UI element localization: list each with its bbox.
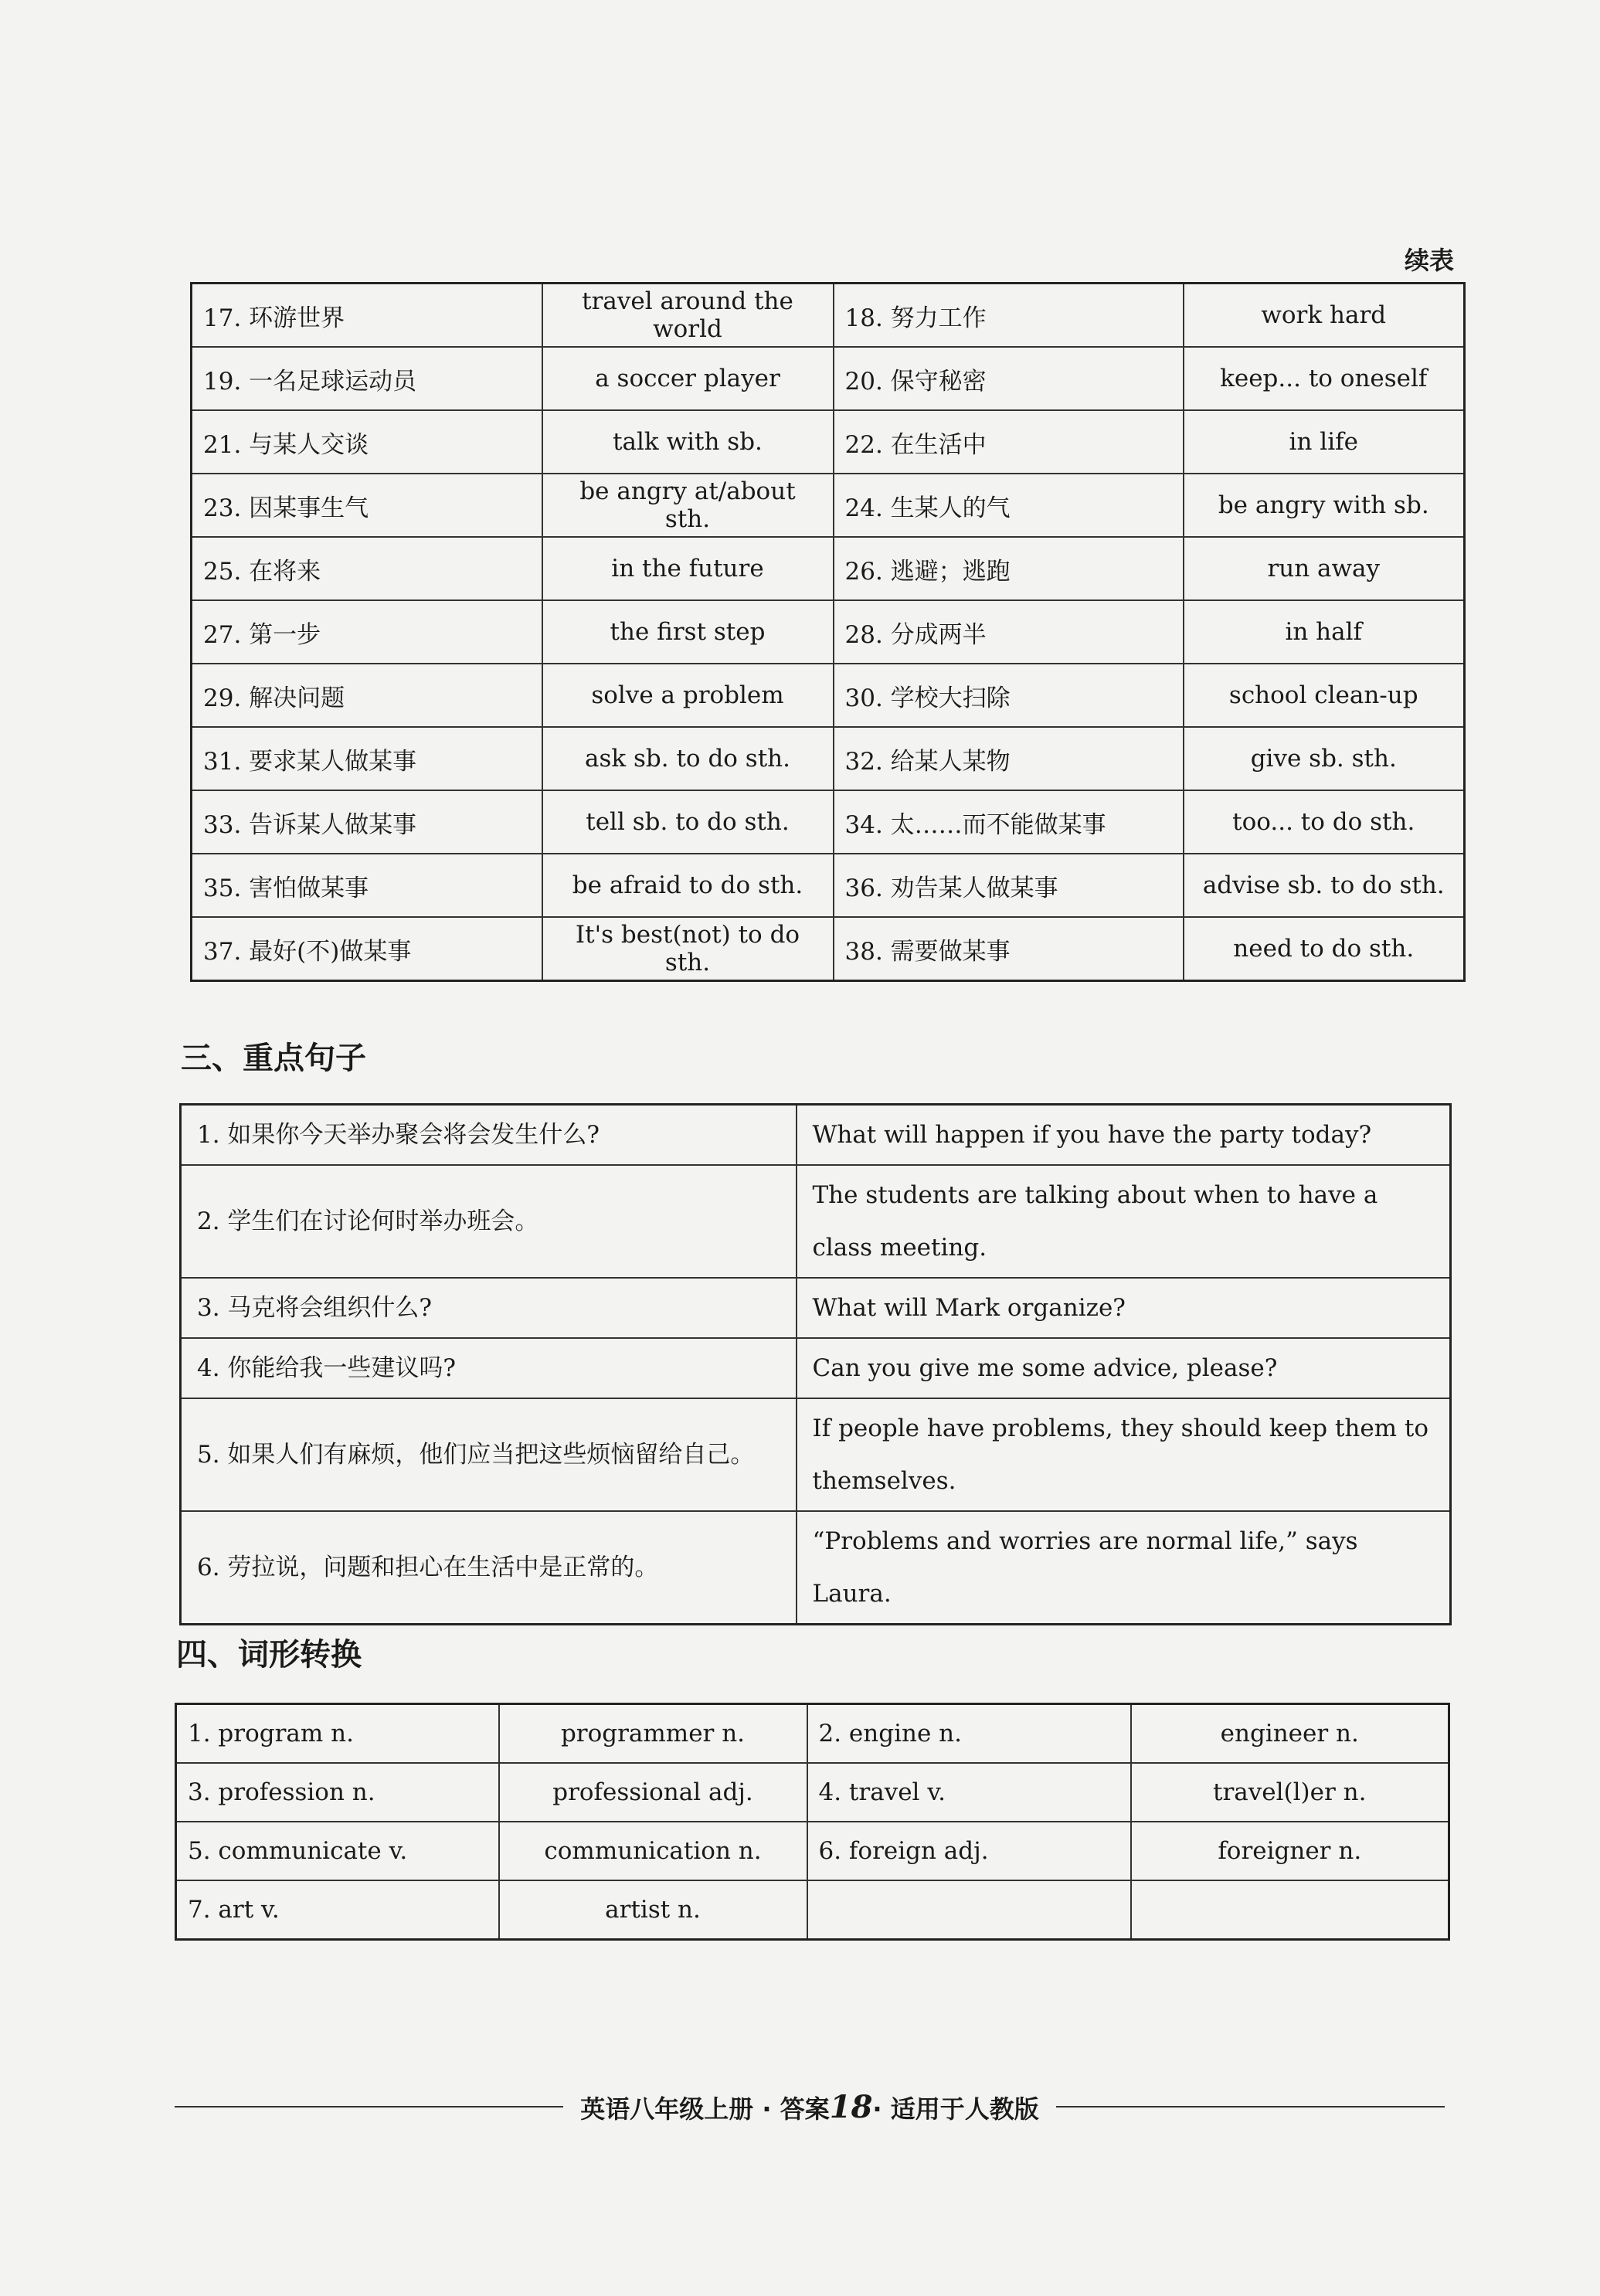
phrase-english: ask sb. to do sth.: [542, 727, 834, 790]
footer-text: [563, 2089, 1055, 2125]
phrase-english: be angry with sb.: [1184, 474, 1465, 537]
phrase-chinese: 33. 告诉某人做某事: [192, 790, 542, 854]
phrase-chinese: 34. 太……而不能做某事: [834, 790, 1184, 854]
phrase-chinese: 22. 在生活中: [834, 410, 1184, 474]
sentence-english: What will Mark organize?: [797, 1278, 1451, 1338]
sentence-english: What will happen if you have the party today?: [797, 1105, 1451, 1166]
table-row: [192, 410, 1465, 474]
phrase-english: school clean-up: [1184, 664, 1465, 727]
phrase-chinese: 18. 努力工作: [834, 284, 1184, 348]
phrase-english: work hard: [1184, 284, 1465, 348]
sentences-table: [179, 1103, 1452, 1625]
table-row: [192, 664, 1465, 727]
sentence-chinese: 5. 如果人们有麻烦，他们应当把这些烦恼留给自己。: [181, 1398, 797, 1511]
phrase-english: a soccer player: [542, 347, 834, 410]
word-base: 5. communicate v.: [176, 1822, 499, 1880]
phrase-chinese: 30. 学校大扫除: [834, 664, 1184, 727]
phrase-english: tell sb. to do sth.: [542, 790, 834, 854]
phrases-table: [190, 282, 1466, 982]
phrase-english: need to do sth.: [1184, 917, 1465, 981]
table-row: [192, 790, 1465, 854]
table-row: [176, 1763, 1449, 1822]
section-word-forms-title: 四、词形转换: [176, 1637, 362, 1673]
footer-edition: · 适用于人教版: [872, 2094, 1039, 2124]
phrase-english: the first step: [542, 600, 834, 664]
phrase-chinese: 37. 最好(不)做某事: [192, 917, 542, 981]
phrase-english: too... to do sth.: [1184, 790, 1465, 854]
sentence-chinese: 2. 学生们在讨论何时举办班会。: [181, 1165, 797, 1278]
phrase-chinese: 38. 需要做某事: [834, 917, 1184, 981]
sentence-chinese: 3. 马克将会组织什么?: [181, 1278, 797, 1338]
table-row: [192, 600, 1465, 664]
page-footer: [175, 2087, 1445, 2126]
sentence-chinese: 4. 你能给我一些建议吗?: [181, 1338, 797, 1398]
phrase-english: talk with sb.: [542, 410, 834, 474]
section-key-sentences-title: 三、重点句子: [181, 1041, 366, 1076]
sentence-english: Can you give me some advice, please?: [797, 1338, 1451, 1398]
sentence-english: If people have problems, they should keep them to themselves.: [797, 1398, 1451, 1511]
footer-rule-left: [175, 2106, 563, 2107]
table-row: [192, 347, 1465, 410]
phrase-english: keep... to oneself: [1184, 347, 1465, 410]
phrase-english: solve a problem: [542, 664, 834, 727]
word-base: 3. profession n.: [176, 1763, 499, 1822]
table-row: [192, 284, 1465, 348]
table-row: [181, 1338, 1451, 1398]
phrase-english: be afraid to do sth.: [542, 854, 834, 917]
footer-book-title: 英语八年级上册 · 答案: [580, 2094, 830, 2124]
table-row: [192, 917, 1465, 981]
table-row: [181, 1105, 1451, 1166]
word-derived: engineer n.: [1131, 1704, 1449, 1764]
phrase-chinese: 35. 害怕做某事: [192, 854, 542, 917]
table-row: [181, 1511, 1451, 1625]
phrase-chinese: 23. 因某事生气: [192, 474, 542, 537]
phrase-chinese: 31. 要求某人做某事: [192, 727, 542, 790]
phrase-chinese: 25. 在将来: [192, 537, 542, 600]
table-row: [181, 1165, 1451, 1278]
sentence-chinese: 6. 劳拉说，问题和担心在生活中是正常的。: [181, 1511, 797, 1625]
phrase-chinese: 28. 分成两半: [834, 600, 1184, 664]
table-row: [192, 474, 1465, 537]
word-base: 6. foreign adj.: [807, 1822, 1131, 1880]
table-row: [176, 1880, 1449, 1940]
table-row: [192, 854, 1465, 917]
table-row: [176, 1822, 1449, 1880]
phrase-chinese: 19. 一名足球运动员: [192, 347, 542, 410]
word-base: 4. travel v.: [807, 1763, 1131, 1822]
phrase-english: in half: [1184, 600, 1465, 664]
word-derived: artist n.: [499, 1880, 807, 1940]
table-row: [176, 1704, 1449, 1764]
phrase-english: give sb. sth.: [1184, 727, 1465, 790]
word-derived: programmer n.: [499, 1704, 807, 1764]
table-row: [192, 727, 1465, 790]
phrase-english: in life: [1184, 410, 1465, 474]
phrase-chinese: 21. 与某人交谈: [192, 410, 542, 474]
phrase-chinese: 29. 解决问题: [192, 664, 542, 727]
sentence-english: The students are talking about when to have a class meeting.: [797, 1165, 1451, 1278]
table-row: [181, 1398, 1451, 1511]
phrase-chinese: 32. 给某人某物: [834, 727, 1184, 790]
sentence-english: “Problems and worries are normal life,” says Laura.: [797, 1511, 1451, 1625]
word-derived: foreigner n.: [1131, 1822, 1449, 1880]
word-base: 7. art v.: [176, 1880, 499, 1940]
word-base: 1. program n.: [176, 1704, 499, 1764]
phrase-english: be angry at/about sth.: [542, 474, 834, 537]
footer-page-number: 18: [829, 2088, 873, 2125]
word-base: 2. engine n.: [807, 1704, 1131, 1764]
word-derived: professional adj.: [499, 1763, 807, 1822]
continued-label: 续表: [1405, 246, 1455, 275]
word-derived: [1131, 1880, 1449, 1940]
table-row: [192, 537, 1465, 600]
word-derived: travel(l)er n.: [1131, 1763, 1449, 1822]
phrase-english: in the future: [542, 537, 834, 600]
phrase-chinese: 26. 逃避；逃跑: [834, 537, 1184, 600]
phrase-chinese: 20. 保守秘密: [834, 347, 1184, 410]
phrase-english: run away: [1184, 537, 1465, 600]
phrase-chinese: 27. 第一步: [192, 600, 542, 664]
table-row: [181, 1278, 1451, 1338]
phrase-english: It's best(not) to do sth.: [542, 917, 834, 981]
phrase-chinese: 36. 劝告某人做某事: [834, 854, 1184, 917]
word-forms-table: [175, 1703, 1450, 1941]
phrase-chinese: 24. 生某人的气: [834, 474, 1184, 537]
sentence-chinese: 1. 如果你今天举办聚会将会发生什么?: [181, 1105, 797, 1166]
word-derived: communication n.: [499, 1822, 807, 1880]
phrase-chinese: 17. 环游世界: [192, 284, 542, 348]
word-base: [807, 1880, 1131, 1940]
footer-rule-right: [1056, 2106, 1445, 2107]
phrase-english: travel around the world: [542, 284, 834, 348]
phrase-english: advise sb. to do sth.: [1184, 854, 1465, 917]
